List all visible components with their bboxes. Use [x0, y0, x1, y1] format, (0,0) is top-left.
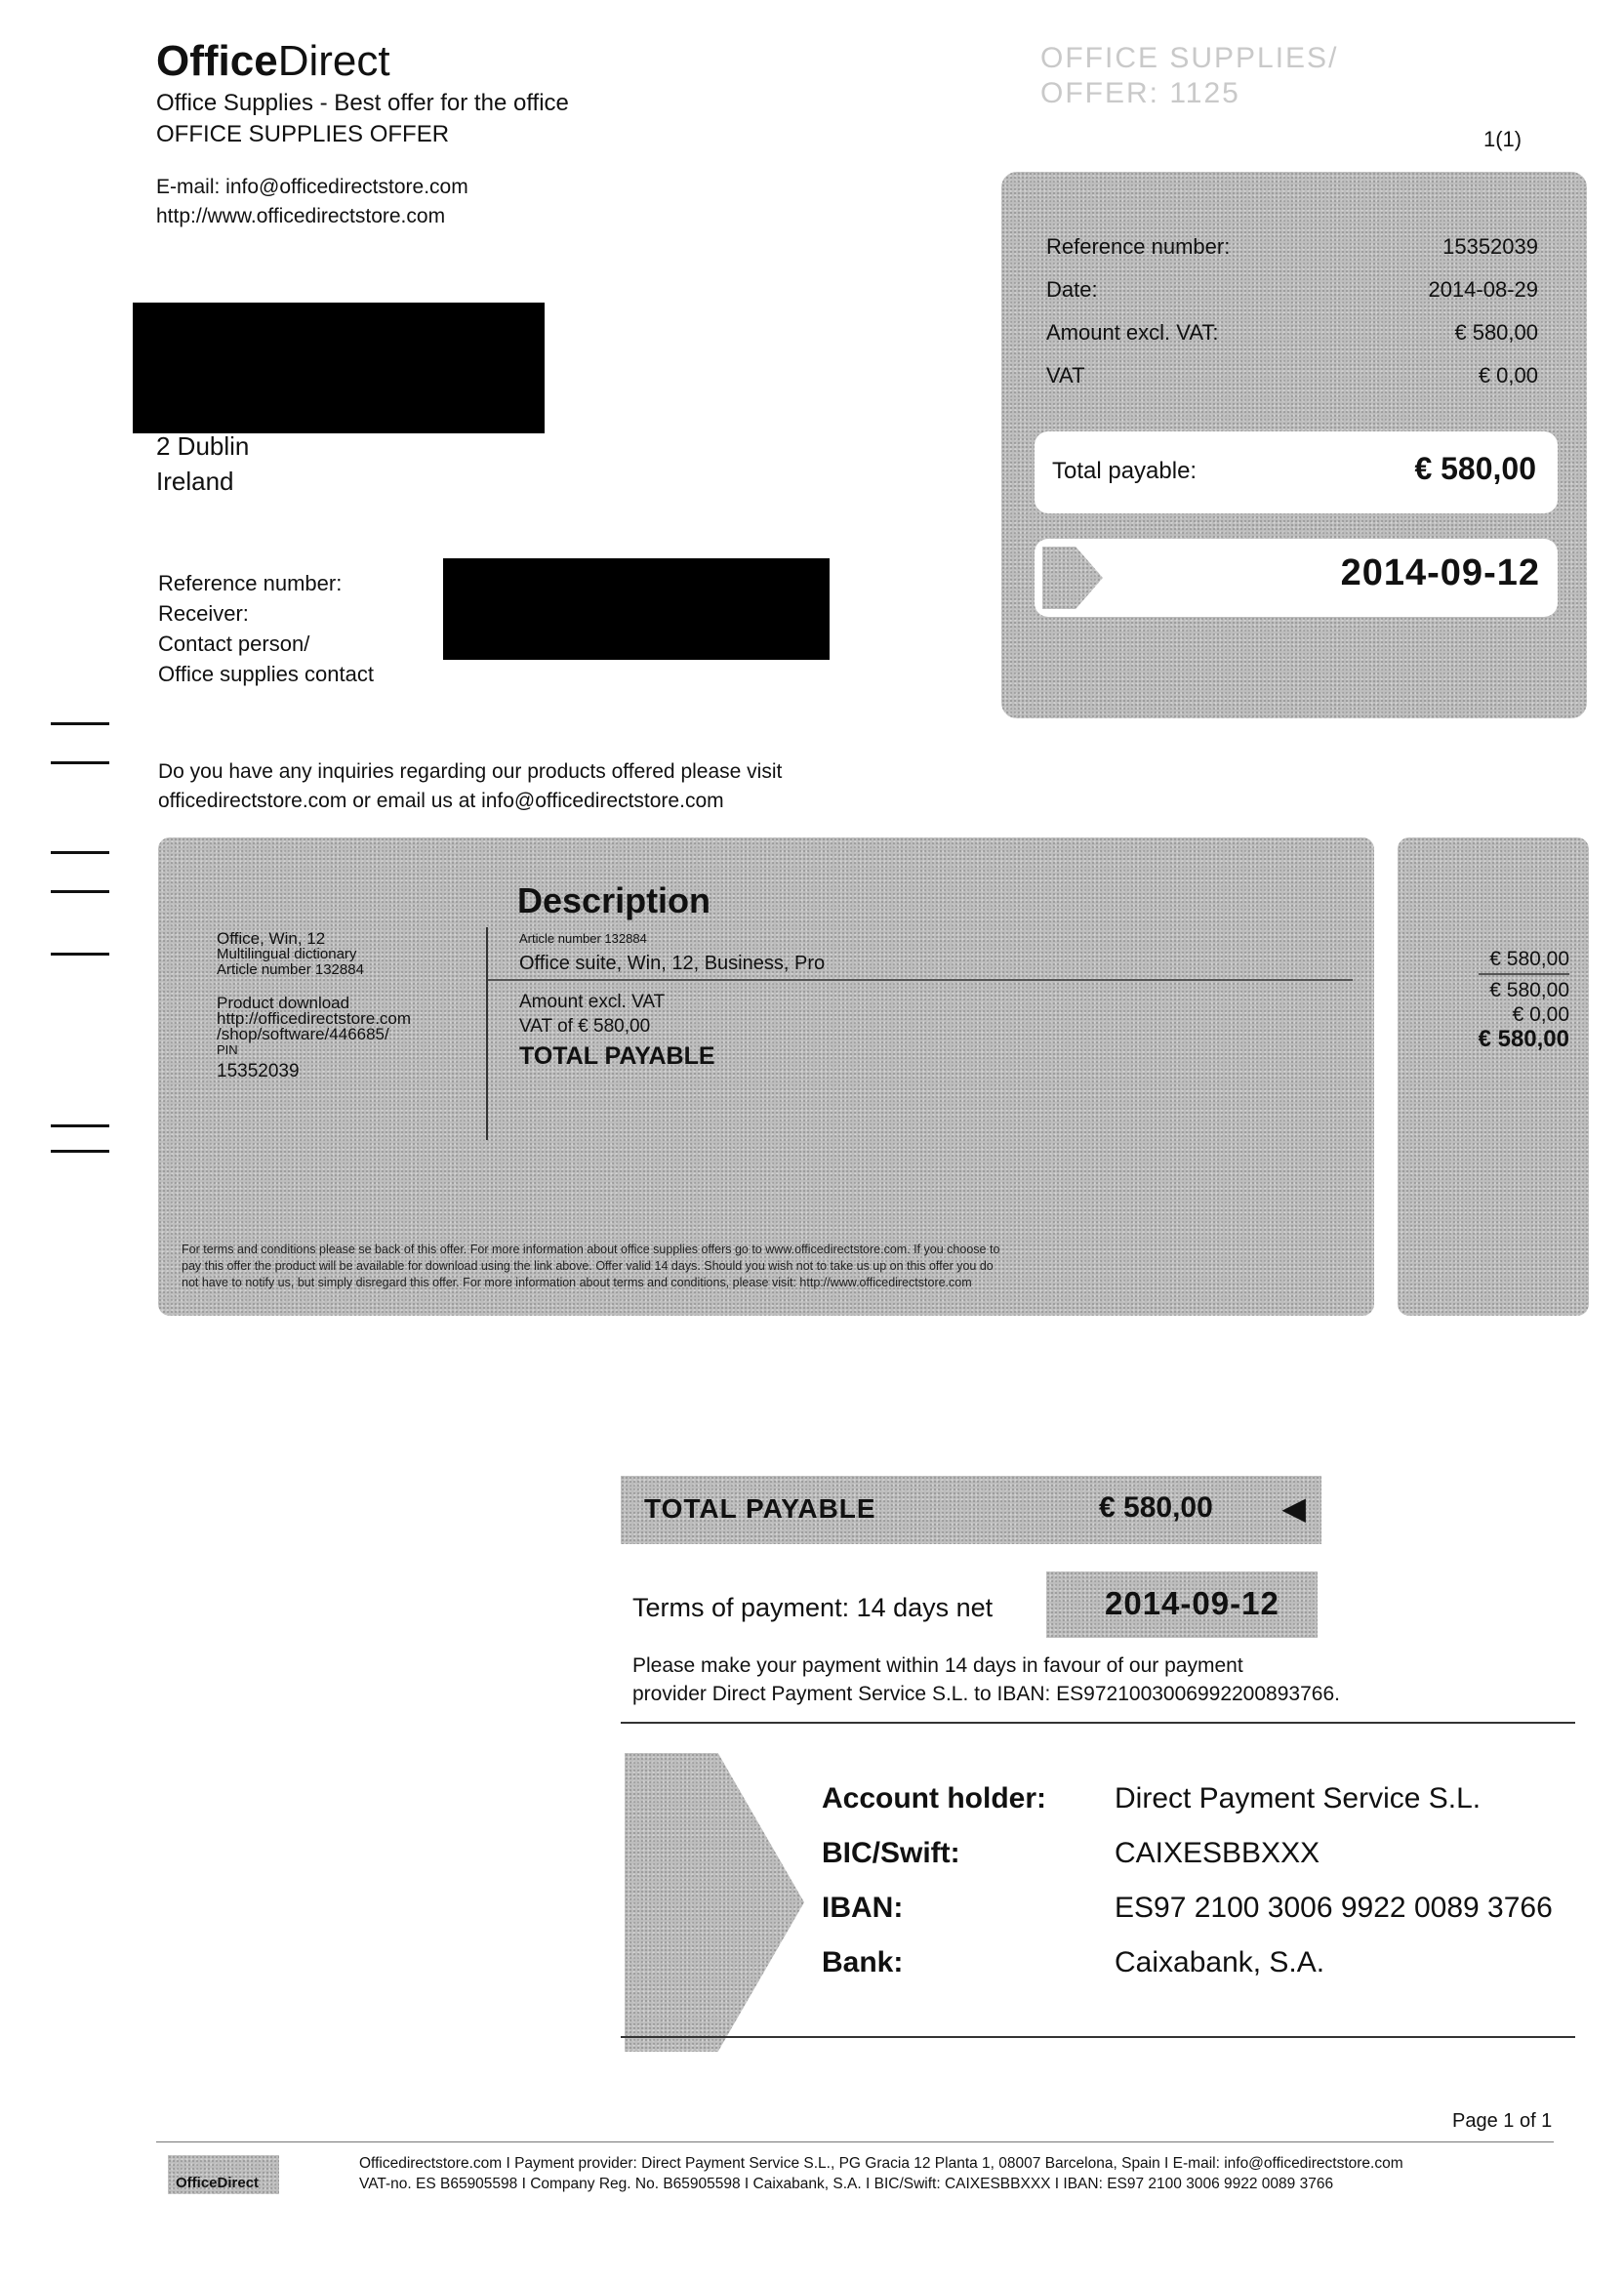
amounts-box: [1398, 837, 1589, 1316]
terms-line-2: pay this offer the product will be available for download using the link above. Offer valid 14 days. Should you wish not to take us up on this offer you do: [182, 1259, 994, 1273]
company-tagline: Office Supplies - Best offer for the office: [156, 90, 569, 116]
bank-value: ES97 2100 3006 9922 0089 3766: [1115, 1892, 1553, 1924]
bank-value: CAIXESBBXXX: [1115, 1837, 1320, 1869]
company-logo: [156, 37, 390, 86]
reference-labels: [158, 568, 374, 689]
margin-tick: [51, 761, 109, 764]
stamp-line-1: OFFICE SUPPLIES/: [1040, 42, 1339, 74]
amount-line: € 580,00: [1479, 947, 1569, 975]
inquiry-text: [158, 757, 782, 816]
total-payable-box: [1035, 431, 1558, 513]
download-url-2[interactable]: /shop/software/446685/: [217, 1025, 389, 1043]
page-count: 1(1): [1483, 127, 1522, 151]
inquiry-line-2: officedirectstore.com or email us at info@officedirectstore.com: [158, 790, 724, 812]
amount-line: € 0,00: [1512, 1003, 1569, 1026]
terms-line-3: not have to notify us, but simply disregard this offer. For more information about terms and conditions, please visit: http://www.officedirectstore.com: [182, 1276, 972, 1289]
summary-value: € 0,00: [1478, 363, 1538, 387]
summary-value: € 580,00: [1454, 320, 1538, 345]
bank-arrow-icon: [625, 1753, 804, 2052]
footer-logo: OfficeDirect: [176, 2175, 260, 2191]
description-heading: Description: [517, 880, 711, 920]
item-total-label: TOTAL PAYABLE: [519, 1042, 715, 1070]
item-subtitle: Multilingual dictionary: [217, 946, 357, 962]
summary-row: [1046, 320, 1538, 359]
summary-row: [1046, 277, 1538, 316]
pin-label: PIN: [217, 1042, 238, 1057]
company-website: http://www.officedirectstore.com: [156, 205, 446, 227]
payment-instruction: [632, 1651, 1340, 1708]
offer-label: OFFICE SUPPLIES OFFER: [156, 121, 450, 147]
amount-excl-vat-label: Amount excl. VAT: [519, 992, 666, 1012]
bank-label: Bank:: [822, 1946, 904, 1978]
margin-tick: [51, 722, 109, 725]
summary-label: Amount excl. VAT:: [1046, 320, 1219, 345]
description-rule: [488, 979, 1353, 981]
amount-line: € 580,00: [1489, 979, 1569, 1001]
ref-label-office: Office supplies contact: [158, 662, 374, 686]
due-date-box: [1035, 539, 1558, 617]
bank-label: BIC/Swift:: [822, 1837, 960, 1869]
logo-direct: Direct: [277, 37, 390, 85]
bank-label: Account holder:: [822, 1782, 1046, 1814]
total-payable-value: € 580,00: [1414, 451, 1536, 486]
product-download-label: Product download: [217, 994, 350, 1012]
summary-row: [1046, 363, 1538, 402]
summary-row: [1046, 234, 1538, 273]
company-email: E-mail: info@officedirectstore.com: [156, 176, 468, 198]
summary-label: Reference number:: [1046, 234, 1231, 259]
payment-due-date: 2014-09-12: [1105, 1585, 1279, 1621]
item-box: [158, 837, 1374, 1316]
margin-tick: [51, 1150, 109, 1153]
summary-value: 15352039: [1442, 234, 1538, 259]
terms-text: [182, 1242, 999, 1291]
payment-due-date-box: [1046, 1571, 1318, 1638]
amount-line: € 580,00: [1478, 1026, 1569, 1052]
footer-logo-box: [168, 2155, 279, 2194]
page-number: Page 1 of 1: [1452, 2110, 1553, 2132]
margin-tick: [51, 851, 109, 854]
item-name: Office, Win, 12: [217, 929, 326, 948]
footer-text: [359, 2153, 1403, 2194]
instruction-line-1: Please make your payment within 14 days in favour of our payment: [632, 1654, 1243, 1677]
address-line-2: Ireland: [156, 467, 234, 496]
ref-label-reference: Reference number:: [158, 571, 343, 595]
instruction-line-2: provider Direct Payment Service S.L. to IBAN: ES9721003006992200893766.: [632, 1683, 1340, 1705]
terms-of-payment: Terms of payment: 14 days net: [632, 1593, 994, 1622]
payment-total-value: € 580,00: [1099, 1491, 1213, 1524]
column-divider: [486, 927, 488, 1140]
arrow-icon: [1042, 547, 1103, 609]
item-left-column: [217, 931, 411, 1080]
bank-value: Caixabank, S.A.: [1115, 1946, 1325, 1978]
stamp-line-2: OFFER: 1125: [1040, 77, 1240, 109]
ref-label-contact: Contact person/: [158, 632, 310, 656]
summary-value: 2014-08-29: [1428, 277, 1538, 302]
logo-office: Office: [156, 37, 278, 85]
margin-tick: [51, 890, 109, 893]
bank-label: IBAN:: [822, 1892, 904, 1924]
payment-total-label: TOTAL PAYABLE: [644, 1493, 876, 1524]
description-article: Article number 132884: [519, 931, 647, 946]
total-payable-label: Total payable:: [1052, 458, 1198, 484]
due-date-value: 2014-09-12: [1340, 552, 1540, 593]
vat-label: VAT of € 580,00: [519, 1016, 651, 1037]
summary-label: Date:: [1046, 277, 1098, 302]
terms-line-1: For terms and conditions please se back of this offer. For more information about office supplies offers go to www.officedirectstore.com. If you choose to: [182, 1243, 1000, 1256]
summary-label: VAT: [1046, 363, 1085, 387]
item-article-number: Article number 132884: [217, 961, 364, 978]
total-payable-bar: [621, 1476, 1321, 1544]
ref-label-receiver: Receiver:: [158, 601, 249, 626]
bank-rule-top: [621, 1722, 1575, 1724]
footer-line-1: Officedirectstore.com I Payment provider: Direct Payment Service S.L., PG Gracia 12 Planta 1, 08007 Barcelona, Spain I E-mail: info@officedirectstore.com: [359, 2155, 1403, 2172]
download-url-1[interactable]: http://officedirectstore.com: [217, 1009, 412, 1028]
footer-rule: [156, 2141, 1554, 2142]
bank-rule-bottom: [621, 2036, 1575, 2038]
footer-line-2: VAT-no. ES B65905598 I Company Reg. No. B65905598 I Caixabank, S.A. I BIC/Swift: CAIXESBBXXX I IBAN: ES97 2100 3006 9922 0089 3766: [359, 2176, 1334, 2192]
bank-value: Direct Payment Service S.L.: [1115, 1782, 1482, 1814]
offer-stamp: [1040, 41, 1338, 111]
amounts-column: [1479, 947, 1569, 1051]
redacted-address: [133, 303, 545, 433]
description-product: Office suite, Win, 12, Business, Pro: [519, 953, 826, 974]
summary-box: [1001, 172, 1587, 718]
margin-tick: [51, 953, 109, 956]
redacted-reference: [443, 558, 830, 660]
address-line-1: 2 Dublin: [156, 431, 250, 461]
margin-tick: [51, 1124, 109, 1127]
payment-arrow-icon: ◀: [1281, 1490, 1306, 1526]
pin-value: 15352039: [217, 1061, 300, 1081]
inquiry-line-1: Do you have any inquiries regarding our products offered please visit: [158, 760, 783, 783]
